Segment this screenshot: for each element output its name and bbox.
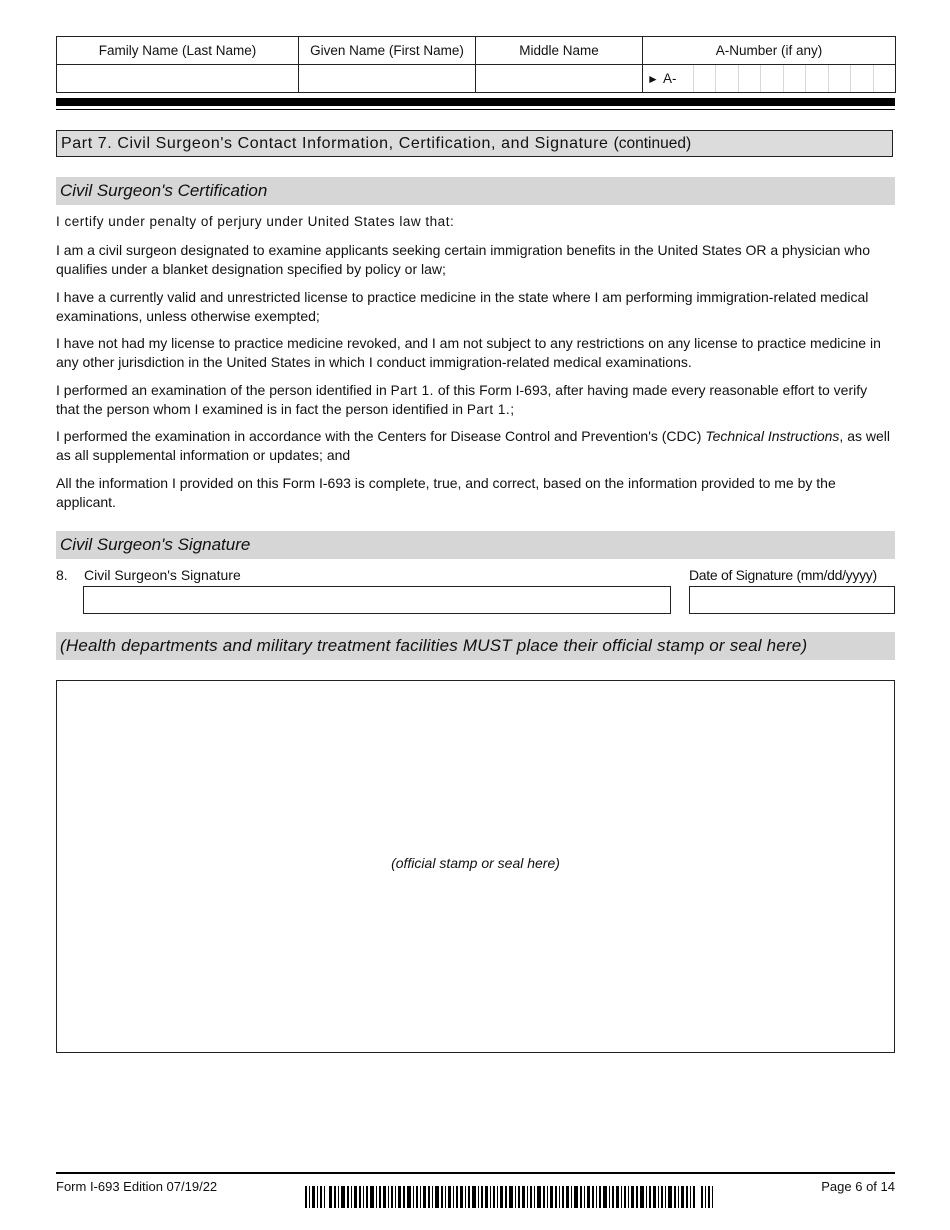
certification-statement-4 [56,381,891,419]
a-number-digit[interactable] [783,65,805,92]
a-number-digit[interactable] [850,65,872,92]
form-edition: Form I-693 Edition 07/19/22 [56,1179,218,1194]
given-name-field[interactable] [299,65,476,93]
technical-instructions-reference: Technical Instructions [705,428,840,444]
barcode-bars [305,1186,713,1208]
signature-label: Civil Surgeon's Signature [84,567,241,583]
part-7-continued: (continued) [613,134,692,152]
signature-heading: Civil Surgeon's Signature [56,531,895,559]
certification-heading: Civil Surgeon's Certification [56,177,895,205]
a-number-digit[interactable] [738,65,760,92]
stamp-heading: (Health departments and military treatment facilities MUST place their official stamp or seal here) [56,632,895,660]
certification-statement-2: I have a currently valid and unrestricted license to practice medicine in the state where I am performing immigration-related medical examinations, unless otherwise exempted; [56,289,869,324]
certification-statement-6: All the information I provided on this Form I-693 is complete, true, and correct, based on the information provided to me by the applicant. [56,475,836,510]
stamp-placeholder: (official stamp or seal here) [391,855,560,871]
statement-5-text: I performed the examination in accordance with the Centers for Disease Control and Prevention's (CDC) [56,428,706,444]
statement-4-text: of this Form I-693, after having made every reasonable effort to verify that the person whom I examined is in fact the person identified in [56,382,868,417]
arrow-right-icon: ► [647,71,659,86]
part-1-reference: Part 1. [466,402,511,417]
middle-name-header: Middle Name [476,37,643,65]
date-label: Date of Signature (mm/dd/yyyy) [689,567,877,583]
middle-name-field[interactable] [476,65,643,93]
part-7-heading [56,130,893,157]
page-number: Page 6 of 14 [821,1179,895,1194]
a-number-digit[interactable] [693,65,715,92]
a-number-digit[interactable] [828,65,850,92]
a-number-field[interactable] [643,65,896,93]
a-number-prefix: A- [663,71,677,86]
family-name-header: Family Name (Last Name) [57,37,299,65]
date-of-signature-field[interactable] [689,586,895,614]
certification-statement-1: I am a civil surgeon designated to examine applicants seeking certain immigration benefits in the United States OR a physician who qualifies under a blanket designation specified by policy or law; [56,242,870,277]
part-7-title: Part 7. Civil Surgeon's Contact Information, Certification, and Signature [61,134,609,152]
certification-statement-3: I have not had my license to practice medicine revoked, and I am not subject to any restrictions on any license to practice medicine in any other jurisdiction in the United States in which I conduct immigration-related medical examinations. [56,335,881,370]
header-divider-thick [56,98,895,106]
a-number-digit[interactable] [715,65,737,92]
signature-field[interactable] [83,586,671,614]
item-number: 8. [56,567,68,583]
applicant-id-table [56,36,896,93]
a-number-digit[interactable] [760,65,782,92]
statement-5-text: , as well as all supplemental information or updates; and [56,428,890,463]
statement-4-text: I performed an examination of the person identified in [56,382,391,398]
footer-divider [56,1172,895,1174]
part-1-reference: Part 1. [390,383,434,398]
stamp-area[interactable] [56,680,895,1053]
certification-intro: I certify under penalty of perjury under United States law that: [56,214,455,229]
certification-statement-5 [56,427,891,465]
statement-4-text: ; [510,401,515,417]
given-name-header: Given Name (First Name) [299,37,476,65]
header-divider-thin [56,109,895,110]
barcode [305,1186,713,1208]
a-number-digit[interactable] [805,65,827,92]
a-number-header: A-Number (if any) [643,37,896,65]
a-number-digit[interactable] [873,65,895,92]
family-name-field[interactable] [57,65,299,93]
